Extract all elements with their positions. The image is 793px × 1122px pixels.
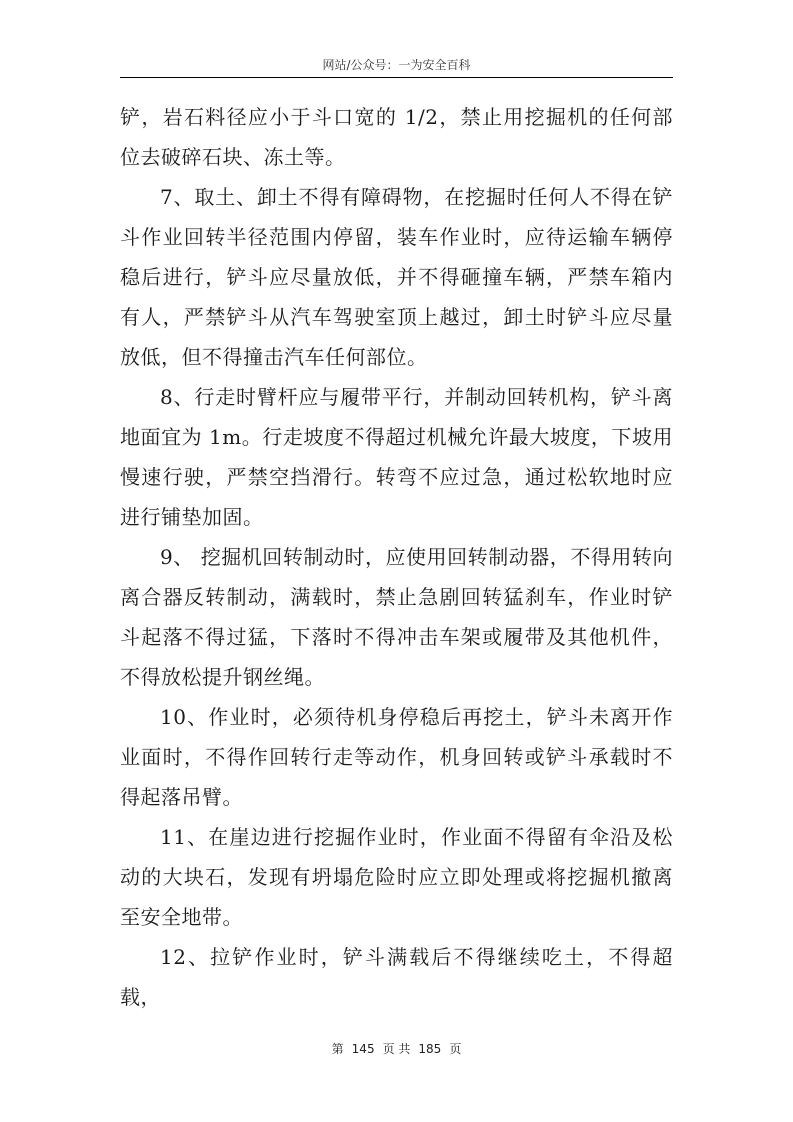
page-prefix: 第: [331, 1042, 344, 1056]
paragraph-item-12: 12、拉铲作业时，铲斗满载后不得继续吃土，不得超载，: [120, 945, 673, 1009]
page-mid: 页 共: [382, 1042, 411, 1056]
page-suffix: 页: [449, 1042, 462, 1056]
paragraph-item-8: 8、行走时臂杆应与履带平行，并制动回转机构，铲斗离地面宜为 1m。行走坡度不得超过机械允许最大坡度，下坡用慢速行驶，严禁空挡滑行。转弯不应过急，通过松软地时应进行铺垫加固。: [120, 385, 673, 529]
paragraph-continuation: 铲，岩石料径应小于斗口宽的 1/2，禁止用挖掘机的任何部位去破碎石块、冻土等。: [120, 105, 673, 169]
paragraph-item-9: 9、 挖掘机回转制动时，应使用回转制动器，不得用转向离合器反转制动，满载时，禁止急剧回转猛刹车，作业时铲斗起落不得过猛，下落时不得冲击车架或履带及其他机件，不得放松提升钢丝绳。: [120, 545, 673, 689]
paragraph-item-10: 10、作业时，必须待机身停稳后再挖土，铲斗未离开作业面时，不得作回转行走等动作，机身回转或铲斗承载时不得起落吊臂。: [120, 705, 673, 809]
document-body: [120, 97, 673, 1017]
page-footer: [120, 1040, 673, 1057]
page-header: 网站/公众号：一为安全百科: [322, 58, 471, 72]
paragraph-item-11: 11、在崖边进行挖掘作业时，作业面不得留有伞沿及松动的大块石，发现有坍塌危险时应立即处理或将挖掘机撤离至安全地带。: [120, 825, 673, 929]
header-divider: [120, 77, 673, 78]
total-pages-number: 185: [418, 1042, 442, 1056]
current-page-number: 145: [351, 1042, 375, 1056]
paragraph-item-7: 7、取土、卸土不得有障碍物，在挖掘时任何人不得在铲斗作业回转半径范围内停留，装车作业时，应待运输车辆停稳后进行，铲斗应尽量放低，并不得砸撞车辆，严禁车箱内有人，严禁铲斗从汽车驾驶室顶上越过，卸土时铲斗应尽量放低，但不得撞击汽车任何部位。: [120, 185, 673, 369]
